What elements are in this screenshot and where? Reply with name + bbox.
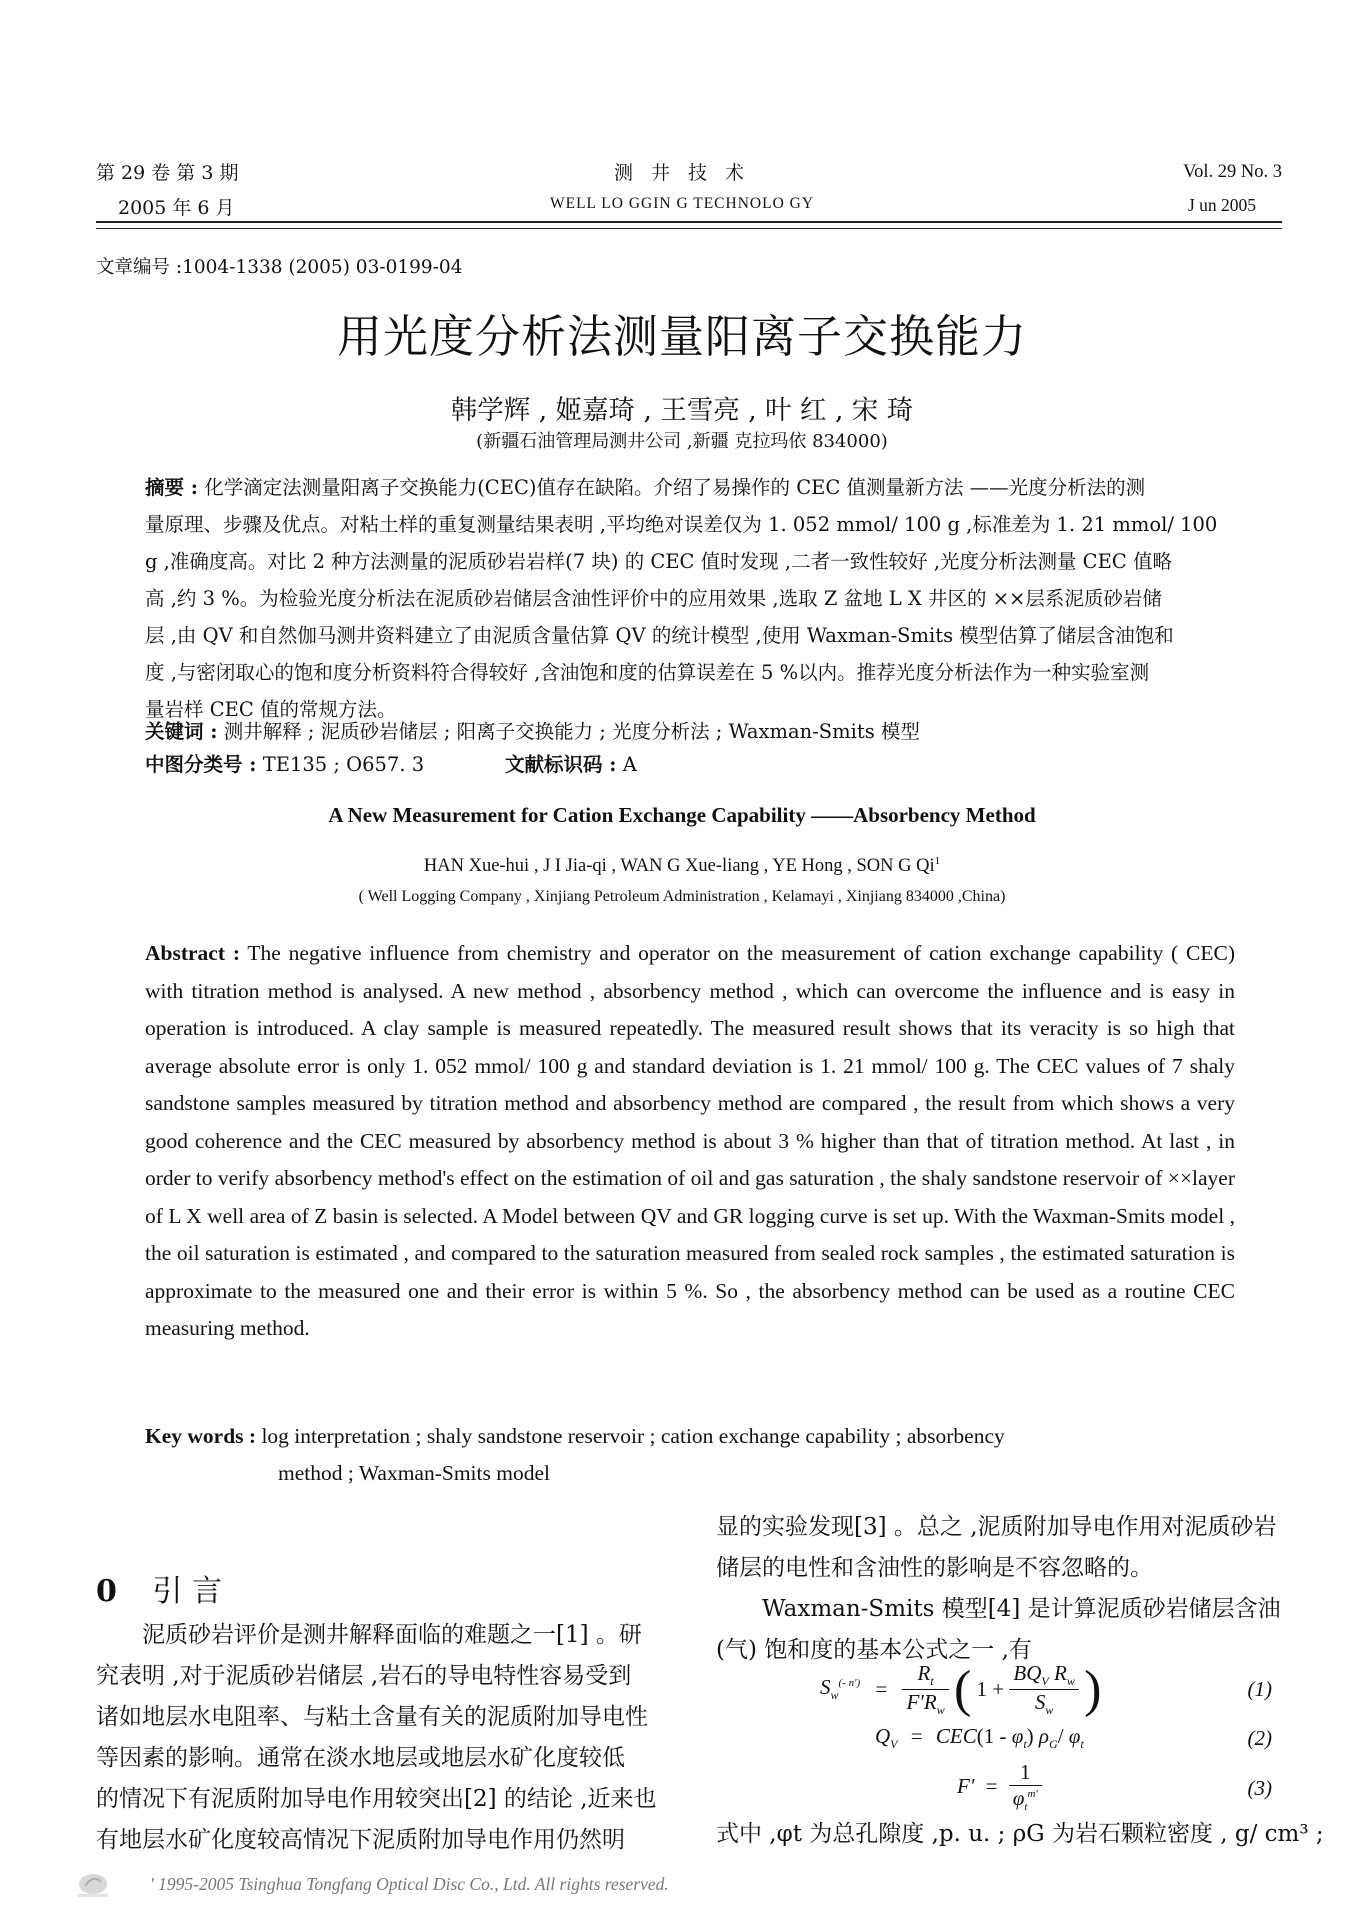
section-heading (96, 1566, 222, 1610)
volume-issue-cn: 第 29 卷 第 3 期 (96, 162, 239, 184)
document-code-value: A (622, 753, 637, 776)
body-left-line-5: 的情况下有泥质附加导电作用较突出[2] 的结论 ,近来也 (96, 1786, 657, 1812)
keywords-en-line-1: log interpretation ; shaly sandstone reservoir ; cation exchange capability ; absorbency (261, 1424, 1005, 1448)
left-column (96, 1615, 666, 1861)
classification-label: 中图分类号 : (145, 753, 257, 776)
equation-2-number: (2) (1247, 1726, 1272, 1750)
symbol-definitions: 式中 ,φt 为总孔隙度 ,p. u. ; ρG 为岩石颗粒密度 , g/ cm³ ; (716, 1821, 1324, 1847)
abstract-cn-line-6: 度 ,与密闭取心的饱和度分析资料符合得较好 ,含油饱和度的估算误差在 5 %以内。推荐光度分析法作为一种实验室测 (145, 661, 1150, 684)
authors-en: HAN Xue-hui , J I Jia-qi , WAN G Xue-liang , YE Hong , SON G Qi$^1$ (423, 855, 941, 877)
article-id: 文章编号 :1004-1338 (2005) 03-0199-04 (96, 257, 463, 278)
abstract-cn-line-2: 量原理、步骤及优点。对粘土样的重复测量结果表明 ,平均绝对误差仅为 1. 052 mmol/ 100 g ,标准差为 1. 21 mmol/ 100 (145, 513, 1218, 536)
equation-1: $S_w^{(- n')}$ = $\frac{R_t}{F'R_w}$ ( 1 + $\frac{BQ_V R_w}{S_w}$ ) (820, 1660, 1102, 1718)
body-left-line-4: 等因素的影响。通常在淡水地层或地层水矿化度较低 (96, 1745, 625, 1771)
classification-cn (145, 746, 424, 783)
header-rule-thick (96, 221, 1282, 223)
document-code-label: 文献标识码 : (505, 753, 617, 776)
publisher-logo-icon (72, 1870, 114, 1900)
body-right-line-2: 储层的电性和含油性的影响是不容忽略的。 (716, 1555, 1153, 1581)
authors-cn: 韩学辉 , 姬嘉琦 , 王雪亮 , 叶 红 , 宋 琦 (450, 395, 914, 426)
body-left-line-2: 究表明 ,对于泥质砂岩储层 ,岩石的导电特性容易受到 (96, 1663, 632, 1689)
abstract-cn-line-5: 层 ,由 QV 和自然伽马测井资料建立了由泥质含量估算 QV 的统计模型 ,使用 Waxman-Smits 模型估算了储层含油饱和 (145, 624, 1174, 647)
equation-3-number: (3) (1247, 1776, 1272, 1800)
journal-name-en: WELL LO GGIN G TECHNOLO GY (549, 195, 815, 212)
abstract-cn-label: 摘要 : (145, 476, 198, 499)
keywords-en (145, 1418, 1005, 1456)
classification-value: TE135 ; O657. 3 (262, 753, 425, 776)
date-cn: 2005 年 6 月 (118, 197, 235, 219)
title-en: A New Measurement for Cation Exchange Capability ——Absorbency Method (328, 803, 1036, 827)
document-code (505, 746, 637, 783)
body-left-line-3: 诸如地层水电阻率、与粘土含量有关的泥质附加导电性 (96, 1704, 648, 1730)
abstract-cn-line-3: g ,准确度高。对比 2 种方法测量的泥质砂岩岩样(7 块) 的 CEC 值时发现 ,二者一致性较好 ,光度分析法测量 CEC 值略 (145, 550, 1172, 573)
body-left-line-1: 泥质砂岩评价是测井解释面临的难题之一[1] 。研 (142, 1622, 642, 1648)
copyright-notice: ' 1995-2005 Tsinghua Tongfang Optical Disc Co., Ltd. All rights reserved. (150, 1874, 669, 1894)
abstract-en (145, 935, 1235, 1348)
title-cn: 用光度分析法测量阳离子交换能力 (336, 310, 1027, 363)
keywords-cn (145, 713, 920, 750)
abstract-cn-line-7: 量岩样 CEC 值的常规方法。 (145, 698, 397, 721)
equation-2: $Q_V = CEC(1 - \varphi_t)$ $\rho_G/$ $\varphi_t$ (875, 1724, 1084, 1752)
journal-name-cn: 测 井 技 术 (613, 162, 751, 184)
body-right-line-3: Waxman-Smits 模型[4] 是计算泥质砂岩储层含油 (762, 1596, 1281, 1622)
section-number: 0 (96, 1574, 117, 1609)
keywords-cn-label: 关键词 : (145, 720, 218, 743)
header-rule-thin (96, 228, 1282, 229)
authors-en-sup: 1 (934, 855, 941, 867)
equation-1-number: (1) (1247, 1677, 1272, 1701)
keywords-en-label: Key words : (145, 1424, 257, 1448)
abstract-cn-line-1: 摘要 : 化学滴定法测量阳离子交换能力(CEC)值存在缺陷。介绍了易操作的 CEC 值测量新方法 ——光度分析法的测 (145, 476, 1146, 499)
volume-issue-en: Vol. 29 No. 3 (1183, 162, 1282, 182)
body-right-line-4: (气) 饱和度的基本公式之一 ,有 (716, 1637, 1032, 1663)
date-en: J un 2005 (1187, 195, 1256, 215)
keywords-en-line-2: method ; Waxman-Smits model (278, 1461, 550, 1485)
abstract-en-label: Abstract : (145, 941, 240, 965)
equation-3: F′ = $\frac{1}{\varphi_t^{m'}}$ (957, 1760, 1042, 1813)
body-left-line-6: 有地层水矿化度较高情况下泥质附加导电作用仍然明 (96, 1827, 625, 1853)
right-column (716, 1507, 1286, 1671)
affiliation-cn: (新疆石油管理局测井公司 ,新疆 克拉玛依 834000) (476, 431, 888, 452)
keywords-cn-text: 测井解释 ; 泥质砂岩储层 ; 阳离子交换能力 ; 光度分析法 ; Waxman-Smits 模型 (223, 720, 920, 743)
section-title: 引 言 (152, 1574, 222, 1609)
body-right-line-1: 显的实验发现[3] 。总之 ,泥质附加导电作用对泥质砂岩 (716, 1514, 1277, 1540)
abstract-en-text: The negative influence from chemistry and operator on the measurement of cation exchange capability ( CEC) with titration method is analysed. A new method , absorbency method , which can overcome the influence and is easy in operation is introduced. A clay sample is measured repeatedly. The measured result shows that its veracity is so high that average absolute error is only 1. 052 mmol/ 100 g and standard deviation is 1. 21 mmol/ 100 g. The CEC values of 7 shaly sandstone samples measured by titration method and absorbency method are compared , the result from which shows a very good coherence and the CEC measured by absorbency method is about 3 % higher than that of titration method. At last , in order to verify absorbency method's effect on the estimation of oil and gas saturation , the shaly sandstone reservoir of ××layer of L X well area of Z basin is selected. A Model between QV and GR logging curve is set up. With the Waxman-Smits model , the oil saturation is estimated , and compared to the saturation measured from sealed rock samples , the estimated saturation is approximate to the measured one and their error is within 5 %. So , the absorbency method can be used as a routine CEC measuring method. (145, 941, 1235, 1340)
abstract-cn (145, 469, 1240, 728)
affiliation-en: ( Well Logging Company , Xinjiang Petroleum Administration , Kelamayi , Xinjiang 834000 ,China) (358, 888, 1006, 905)
abstract-cn-line-4: 高 ,约 3 %。为检验光度分析法在泥质砂岩储层含油性评价中的应用效果 ,选取 Z 盆地 L X 井区的 ××层系泥质砂岩储 (145, 587, 1162, 610)
